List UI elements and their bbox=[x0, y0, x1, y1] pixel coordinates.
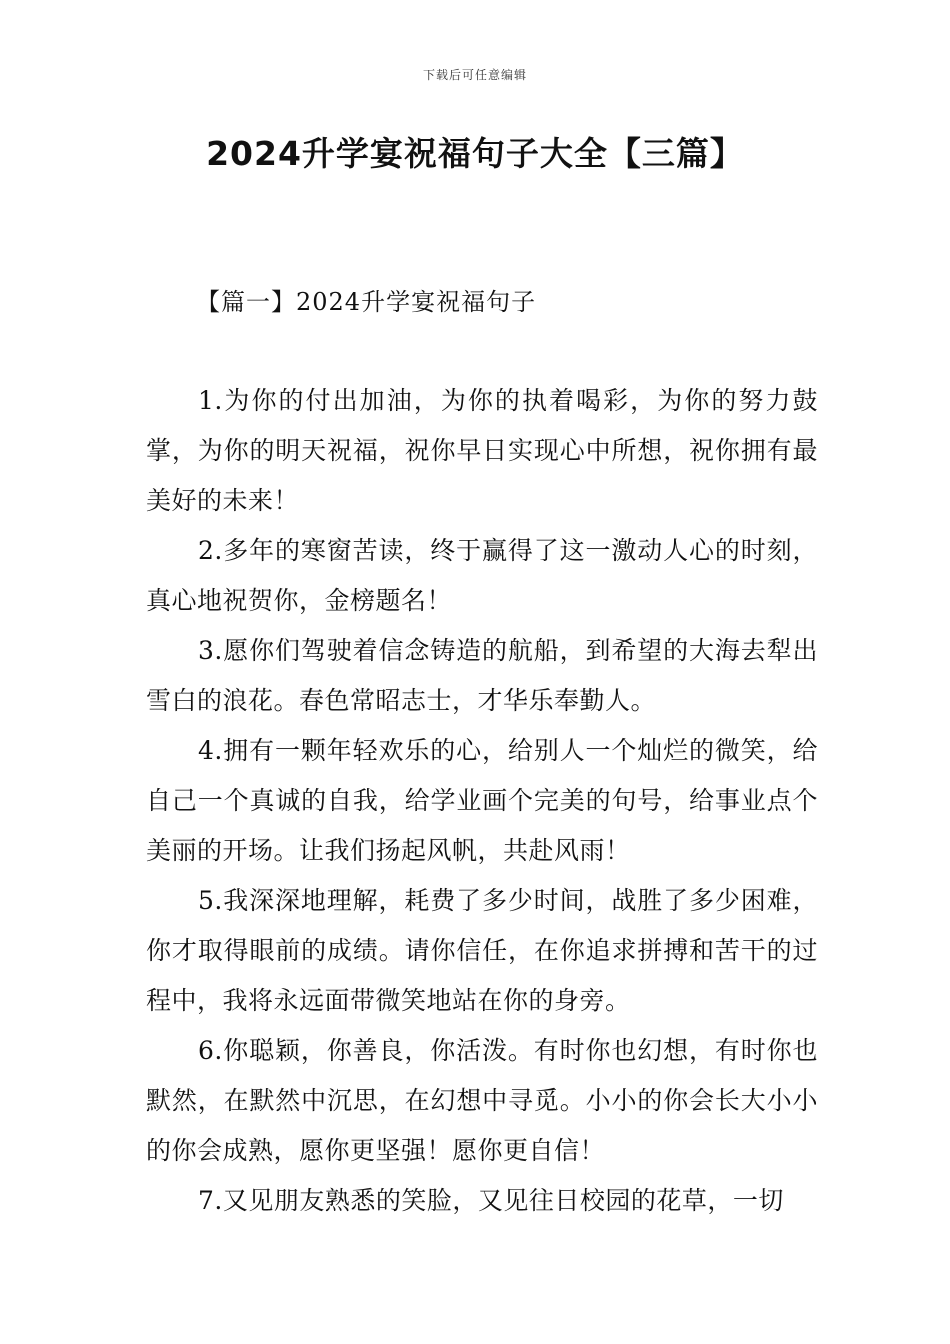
paragraph: 1.为你的付出加油，为你的执着喝彩，为你的努力鼓掌，为你的明天祝福，祝你早日实现心中所想，祝你拥有最美好的未来！ bbox=[146, 386, 818, 515]
paragraph: 4.拥有一颗年轻欢乐的心，给别人一个灿烂的微笑，给自己一个真诚的自我，给学业画个完美的句号，给事业点个美丽的开场。让我们扬起风帆，共赴风雨！ bbox=[146, 736, 818, 865]
section-heading: 【篇一】2024升学宴祝福句子 bbox=[196, 288, 537, 316]
body-text bbox=[146, 376, 818, 1226]
document-title: 2024升学宴祝福句子大全【三篇】 bbox=[206, 134, 744, 173]
paragraph: 3.愿你们驾驶着信念铸造的航船，到希望的大海去犁出雪白的浪花。春色常昭志士，才华乐奉勤人。 bbox=[146, 636, 818, 715]
paragraph: 5.我深深地理解，耗费了多少时间，战胜了多少困难，你才取得眼前的成绩。请你信任，在你追求拼搏和苦干的过程中，我将永远面带微笑地站在你的身旁。 bbox=[146, 886, 818, 1015]
header-note: 下载后可任意编辑 bbox=[422, 68, 527, 82]
paragraph: 7.又见朋友熟悉的笑脸，又见往日校园的花草，一切 bbox=[198, 1186, 784, 1215]
paragraph: 6.你聪颖，你善良，你活泼。有时你也幻想，有时你也默然，在默然中沉思，在幻想中寻觅。小小的你会长大小小的你会成熟，愿你更坚强！愿你更自信！ bbox=[146, 1036, 818, 1165]
paragraph: 2.多年的寒窗苦读，终于赢得了这一激动人心的时刻，真心地祝贺你，金榜题名！ bbox=[146, 536, 818, 615]
